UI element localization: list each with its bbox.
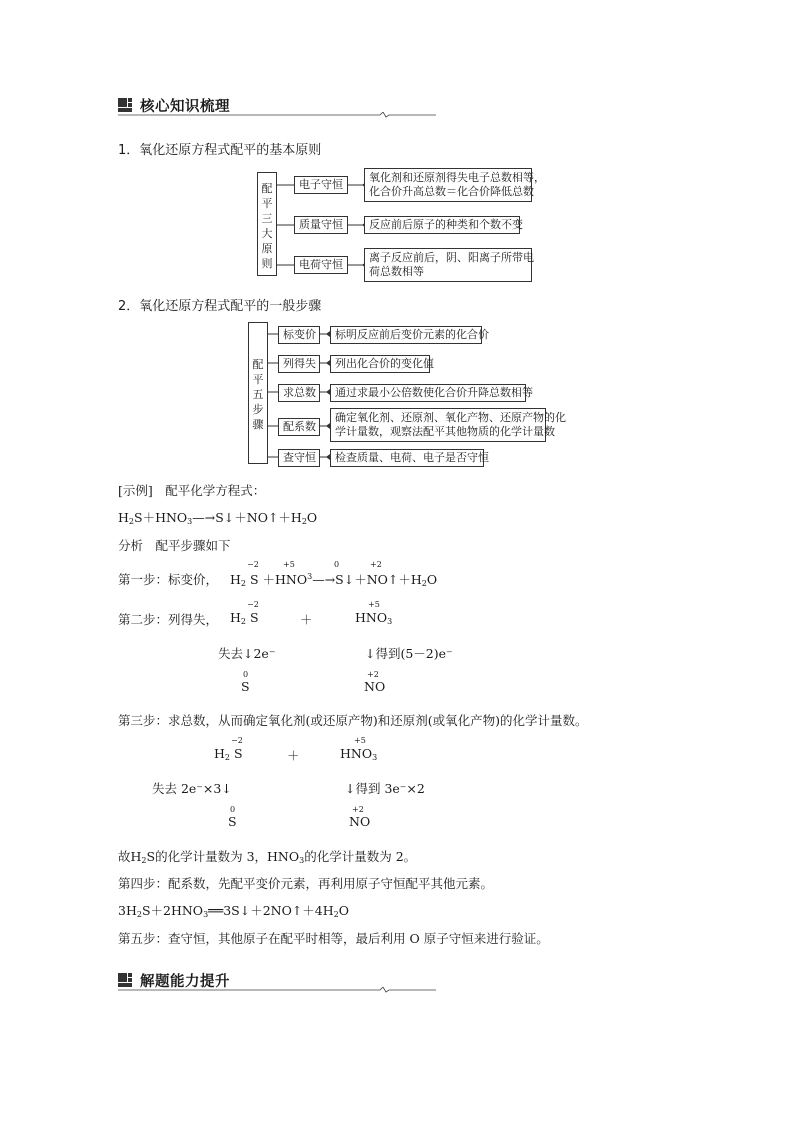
section-header-core xyxy=(118,95,436,117)
principle-mass: 质量守恒 xyxy=(294,216,348,234)
step-check: 查守恒 xyxy=(278,449,320,467)
plus-sign: ＋ xyxy=(300,612,313,627)
part2-heading: 2．氧化还原方程式配平的一般步骤 xyxy=(118,299,322,314)
ox-n-p5-b: +5 xyxy=(368,600,380,609)
step-list-change-desc: 列出化合价的变化值 xyxy=(330,355,430,373)
equation-balanced: $3H_2S+2HNO_3══3S↓+2NO↑+4H_2O$ xyxy=(118,903,350,919)
ox-n-p5: +5 xyxy=(283,560,295,569)
step-check-desc: 检查质量、电荷、电子是否守恒 xyxy=(330,449,484,467)
step2-no: NO xyxy=(364,679,386,694)
step2-lose: 失去↓2e⁻ xyxy=(218,646,276,661)
step3-text: 第三步：求总数，从而确定氧化剂(或还原产物)和还原剂(或氧化产物)的化学计量数。 xyxy=(118,713,588,728)
ox-n-p2-c: +2 xyxy=(352,805,364,814)
example-label: [示例] 配平化学方程式： xyxy=(118,483,266,498)
section-header-ability xyxy=(118,970,436,992)
section-divider xyxy=(118,112,436,118)
step-list-change: 列得失 xyxy=(278,355,320,373)
step-total-desc: 通过求最小公倍数使化合价升降总数相等 xyxy=(330,384,526,402)
coefficient-result: 故$H_2S$的化学计量数为 3，$HNO_3$的化学计量数为 2。 xyxy=(118,849,417,865)
ox-n-p2-b: +2 xyxy=(367,670,379,679)
principle-mass-desc: 反应前后原子的种类和个数不变 xyxy=(364,216,520,234)
step-coefficient-desc: 确定氧化剂、还原剂、氧化产物、还原产物的化 学计量数，观察法配平其他物质的化学计量数 xyxy=(330,408,546,442)
ox-s-0-b: 0 xyxy=(243,670,249,679)
step2-s: S xyxy=(241,679,250,694)
step2-hno3: $HNO_3$ xyxy=(355,610,393,626)
step1-label: 第一步：标变价， xyxy=(118,572,219,587)
equation-unbalanced: $H_2S+HNO_3—\to S↓+NO↑+H_2O$ xyxy=(118,510,318,526)
ox-s-m2-c: −2 xyxy=(231,736,243,745)
step3-lose: 失去 2e⁻×3↓ xyxy=(152,781,232,796)
step2-gain: ↓得到(5－2)e⁻ xyxy=(365,646,453,661)
ox-s-m2-b: −2 xyxy=(247,600,259,609)
part1-group-label: 配 平 三 大 原 则 xyxy=(257,172,277,276)
part2-group-label: 配 平 五 步 骤 xyxy=(248,322,268,464)
principle-charge: 电荷守恒 xyxy=(294,256,348,274)
section-title: 解题能力提升 xyxy=(140,974,230,990)
ox-n-p2: +2 xyxy=(370,560,382,569)
step2-h2s: $H_2$ S xyxy=(230,610,259,626)
section-title: 核心知识梳理 xyxy=(140,99,230,115)
step3-no: NO xyxy=(349,814,371,829)
section-square-icon xyxy=(118,973,132,987)
principle-electron-desc: 氧化剂和还原剂得失电子总数相等， 化合价升高总数＝化合价降低总数 xyxy=(364,168,532,202)
step3-gain: ↓得到 3e⁻×2 xyxy=(345,781,425,796)
section-divider xyxy=(118,987,436,993)
analysis-label: 分析 配平步骤如下 xyxy=(118,538,231,553)
principle-electron: 电子守恒 xyxy=(294,176,348,194)
principle-charge-desc: 离子反应前后，阴、阳离子所带电 荷总数相等 xyxy=(364,248,532,282)
step4-text: 第四步：配系数，先配平变价元素，再利用原子守恒配平其他元素。 xyxy=(118,876,494,891)
step-coefficient: 配系数 xyxy=(278,418,320,436)
step3-s: S xyxy=(228,814,237,829)
part1-heading: 1．氧化还原方程式配平的基本原则 xyxy=(118,143,322,158)
step1-equation: $H_2$ $S +HNO^3—\to S↓+NO↑+H_2O$ xyxy=(230,572,438,588)
step-total: 求总数 xyxy=(278,384,320,402)
ox-s-0: 0 xyxy=(334,560,340,569)
ox-s-0-c: 0 xyxy=(230,805,236,814)
step3-hno3: $HNO_3$ xyxy=(340,746,378,762)
step-mark-valence-desc: 标明反应前后变价元素的化合价 xyxy=(330,326,482,344)
step2-label: 第二步：列得失， xyxy=(118,612,219,627)
ox-s-m2: −2 xyxy=(247,560,259,569)
plus-sign-2: ＋ xyxy=(287,748,300,763)
step-mark-valence: 标变价 xyxy=(278,326,320,344)
step3-h2s: $H_2$ S xyxy=(214,746,243,762)
section-square-icon xyxy=(118,98,132,112)
step5-text: 第五步：查守恒，其他原子在配平时相等，最后利用 O 原子守恒来进行验证。 xyxy=(118,931,549,946)
ox-n-p5-c: +5 xyxy=(354,736,366,745)
